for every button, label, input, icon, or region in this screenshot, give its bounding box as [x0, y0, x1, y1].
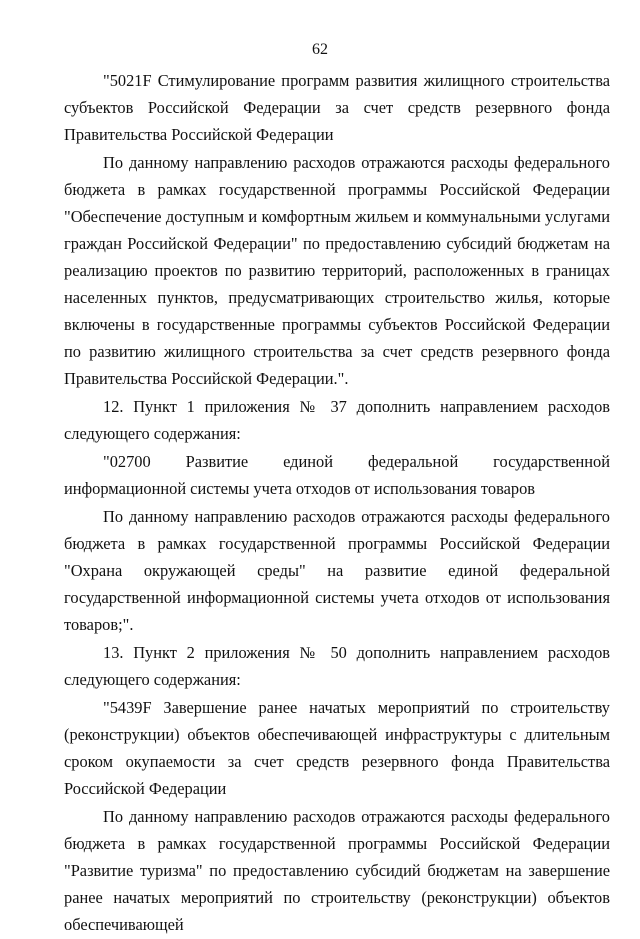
- paragraph-5439f-description: По данному направлению расходов отражаются расходы федерального бюджета в рамках государственной программы Российской Федерации "Развитие туризма" по предоставлению субсидий бюджетам на завершение ранее начатых мероприятий по строительству (реконструкции) объектов обеспечивающей: [64, 807, 610, 934]
- paragraph-5021f-description: По данному направлению расходов отражаются расходы федерального бюджета в рамках государственной программы Российской Федерации "Обеспечение доступным и комфортным жильем и коммунальными услугами граждан Российской Федерации" по предоставлению субсидий бюджетам на реализацию проектов по развитию территорий, расположенных в границах населенных пунктов, предусматривающих строительство жилья, которые включены в государственные программы субъектов Российской Федерации по развитию жилищного строительства за счет средств резервного фонда Правительства Российской Федерации.".: [64, 153, 610, 388]
- document-body: [64, 67, 610, 939]
- paragraph-02700-description: По данному направлению расходов отражаются расходы федерального бюджета в рамках государственной программы Российской Федерации "Охрана окружающей среды" на развитие единой федеральной государственной информационной системы учета отходов от использования товаров;".: [64, 507, 610, 634]
- paragraph-5439f-code: "5439F Завершение ранее начатых мероприятий по строительству (реконструкции) объектов обеспечивающей инфраструктуры с длительным сроком окупаемости за счет средств резервного фонда Правительства Российской Федерации: [64, 698, 610, 798]
- paragraph-02700-code: "02700 Развитие единой федеральной государственной информационной системы учета отходов от использования товаров: [64, 452, 610, 498]
- page-number: 62: [312, 41, 328, 58]
- paragraph-item-13: 13. Пункт 2 приложения № 50 дополнить направлением расходов следующего содержания:: [64, 643, 610, 689]
- paragraph-5021f-code: "5021F Стимулирование программ развития жилищного строительства субъектов Российской Федерации за счет средств резервного фонда Правительства Российской Федерации: [64, 71, 610, 144]
- paragraph-item-12: 12. Пункт 1 приложения № 37 дополнить направлением расходов следующего содержания:: [64, 397, 610, 443]
